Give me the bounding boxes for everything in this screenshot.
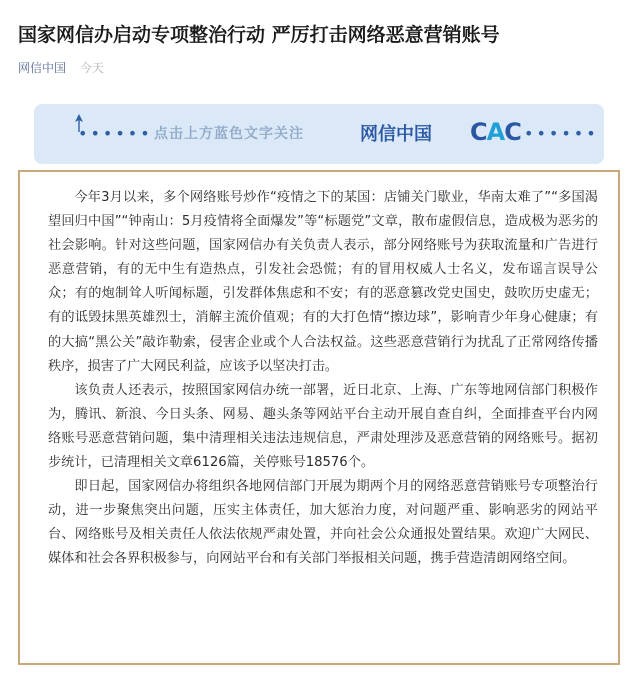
article-title: 国家网信办启动专项整治行动 严厉打击网络恶意营销账号 (18, 24, 500, 46)
paragraph-2: 该负责人还表示，按照国家网信办统一部署，近日北京、上海、广东等地网信部门积极作为，腾讯、新浪、今日头条、网易、趣头条等网站平台主动开展自查自纠，全面排查平台内网络账号恶意营销问题，集中清理相关违法违规信息，严肃处理涉及恶意营销的网络账号。据初步统计，已清理相关文章6126篇，关停账号18576个。 (48, 382, 598, 471)
paragraph-1: 今年3月以来，多个网络账号炒作“疫情之下的某国：店铺关门歇业，华南太难了”“多国渴望回归中国”“钟南山：5月疫情将全面爆发”等“标题党”文章，散布虚假信息，造成极为恶劣的社会影响。针对这些问题，国家网信办有关负责人表示，部分网络账号为获取流量和广告进行恶意营销，有的无中生有造热点，引发社会恐慌；有的冒用权威人士名义，发布谣言误导公众；有的炮制耸人听闻标题，引发群体焦虑和不安；有的恶意篡改党史国史，鼓吹历史虚无；有的诋毁抹黑英雄烈士，消解主流价值观；有的大打色情“擦边球”，影响青少年身心健康；有的大搞“黑公关”敲诈勒索，侵害企业或个人合法权益。这些恶意营销行为扰乱了正常网络传播秩序，损害了广大网民利益，应该予以坚决打击。 (48, 190, 598, 374)
banner-brand-name[interactable]: 网信中国 (360, 124, 432, 145)
follow-banner[interactable] (34, 104, 604, 164)
article-body-frame (18, 170, 620, 665)
banner-follow-hint: 点击上方蓝色文字关注 (154, 126, 304, 142)
banner-dots-left: •••••• (78, 124, 153, 143)
article-body (48, 186, 598, 572)
logo-letter-c2: C (504, 118, 521, 146)
article-meta (18, 60, 104, 76)
logo-letter-a: A (486, 118, 505, 146)
cac-logo (470, 118, 521, 146)
paragraph-3: 即日起，国家网信办将组织各地网信部门开展为期两个月的网络恶意营销账号专项整治行动，进一步聚焦突出问题，压实主体责任，加大惩治力度，对问题严重、影响恶劣的网站平台、网络账号及相关责任人依法依规严肃处置，并向社会公众通报处置结果。欢迎广大网民、媒体和社会各界积极参与，向网站平台和有关部门举报相关问题，携手营造清朗网络空间。 (48, 479, 598, 567)
logo-letter-c1: C (470, 118, 487, 146)
publish-time: 今天 (79, 61, 104, 75)
banner-dots-right: •••••• (524, 124, 599, 143)
account-name-link[interactable]: 网信中国 (18, 61, 67, 75)
